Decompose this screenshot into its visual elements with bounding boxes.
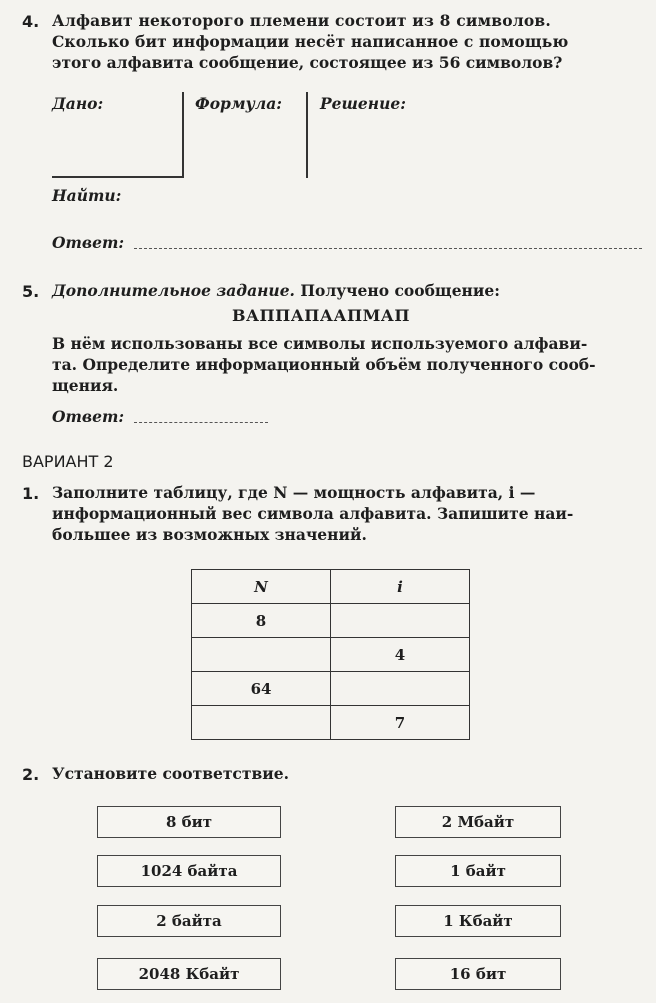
table-cell[interactable] <box>192 706 331 740</box>
formula-label: Формула: <box>195 94 282 113</box>
v2-task1-text <box>52 482 642 545</box>
left-box-1[interactable]: 8 бит <box>97 806 281 838</box>
table-row <box>192 672 470 706</box>
task5-text <box>52 333 642 396</box>
task4-text <box>52 10 642 73</box>
given-label: Дано: <box>52 94 104 113</box>
table-cell[interactable] <box>331 604 470 638</box>
left-box-2[interactable]: 1024 байта <box>97 855 281 887</box>
right-box-2[interactable]: 1 байт <box>395 855 561 887</box>
table-header-row <box>192 570 470 604</box>
v2-task2-number: 2. <box>22 765 40 784</box>
right-box-4[interactable]: 16 бит <box>395 958 561 990</box>
table-cell[interactable]: 4 <box>331 638 470 672</box>
v2-task2-text: Установите соответствие. <box>52 764 289 783</box>
table-cell[interactable] <box>331 672 470 706</box>
left-box-3[interactable]: 2 байта <box>97 905 281 937</box>
table-cell[interactable]: 64 <box>192 672 331 706</box>
task4-line-1: Алфавит некоторого племени состоит из 8 символов. <box>52 11 551 30</box>
v2-task1-line-1: Заполните таблицу, где N — мощность алфавита, i — <box>52 483 536 502</box>
formula-divider <box>306 92 308 178</box>
variant-heading: ВАРИАНТ 2 <box>22 452 114 471</box>
table-cell[interactable]: 7 <box>331 706 470 740</box>
solution-label: Решение: <box>320 94 406 113</box>
table-row <box>192 638 470 672</box>
v2-task1-line-3: большее из возможных значений. <box>52 525 367 544</box>
task4-answer-line[interactable] <box>134 248 642 249</box>
table-row <box>192 706 470 740</box>
task4-line-3: этого алфавита сообщение, состоящее из 56 символов? <box>52 53 563 72</box>
extra-task-label: Дополнительное задание. <box>52 281 295 300</box>
alphabet-table <box>191 569 470 740</box>
task5-answer-label: Ответ: <box>52 407 125 426</box>
find-label: Найти: <box>52 186 122 205</box>
task5-line-2: та. Определите информационный объём полученного сооб- <box>52 355 596 374</box>
task4-answer-label: Ответ: <box>52 233 125 252</box>
find-divider <box>52 176 183 178</box>
task5-line-1: В нём использованы все символы используемого алфави- <box>52 334 588 353</box>
table-cell[interactable]: 8 <box>192 604 331 638</box>
v2-task1-line-2: информационный вес символа алфавита. Запишите наи- <box>52 504 574 523</box>
table-cell[interactable] <box>192 638 331 672</box>
table-header-n: N <box>192 570 331 604</box>
table-header-i: i <box>331 570 470 604</box>
task4-line-2: Сколько бит информации несёт написанное с помощью <box>52 32 569 51</box>
right-box-3[interactable]: 1 Кбайт <box>395 905 561 937</box>
task5-number: 5. <box>22 282 40 301</box>
received-message: ВАППАПААПМАП <box>232 306 410 325</box>
task5-answer-line[interactable] <box>134 422 268 423</box>
right-box-1[interactable]: 2 Мбайт <box>395 806 561 838</box>
left-box-4[interactable]: 2048 Кбайт <box>97 958 281 990</box>
given-divider <box>182 92 184 178</box>
task4-number: 4. <box>22 12 40 31</box>
table-row <box>192 604 470 638</box>
v2-task1-number: 1. <box>22 484 40 503</box>
task5-line-3: щения. <box>52 376 119 395</box>
task5-intro-text: Получено сообщение: <box>300 281 500 300</box>
task5-intro <box>52 281 500 300</box>
